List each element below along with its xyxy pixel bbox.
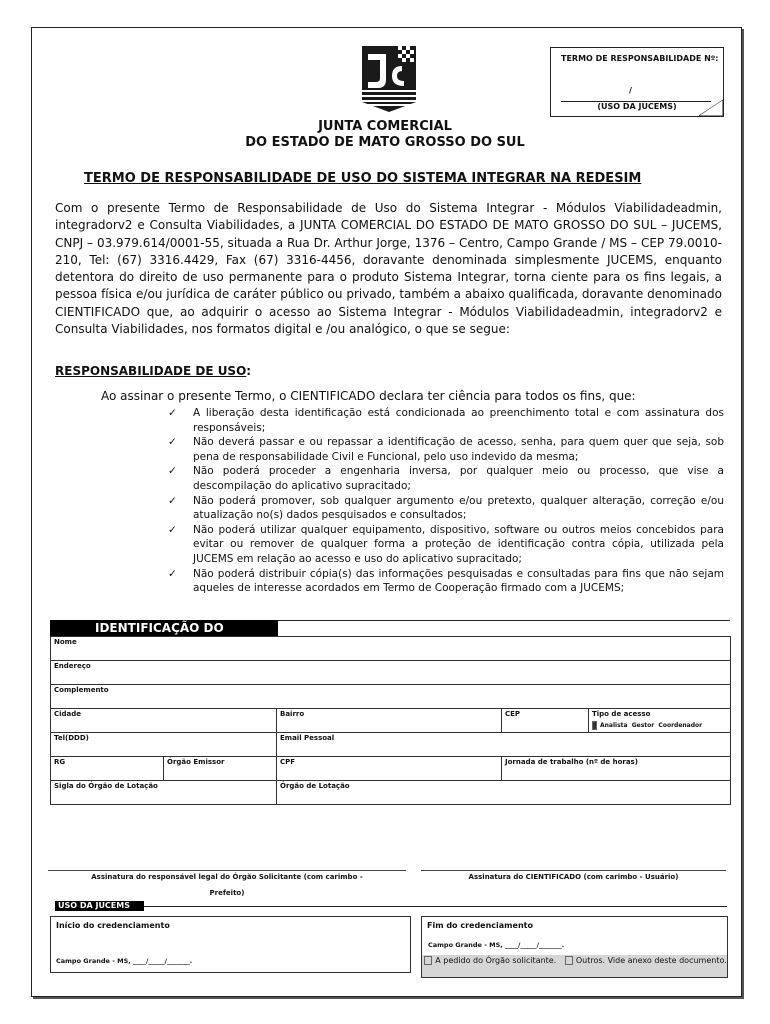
clause-list — [168, 406, 724, 596]
termo-uso-label: (USO DA JUCEMS) — [597, 102, 677, 111]
responsibility-heading-text: RESPONSABILIDADE DE USO — [55, 364, 247, 378]
lead-sentence: Ao assinar o presente Termo, o CIENTIFICADO declara ter ciência para todos os fins, que: — [101, 389, 636, 403]
bairro-field[interactable] — [277, 709, 502, 733]
check-icon: ✓ — [168, 567, 177, 580]
endereco-label: Endereço — [54, 662, 91, 670]
list-item — [168, 435, 724, 464]
responsibility-heading — [55, 364, 251, 378]
rg-label: RG — [54, 758, 66, 766]
fim-title: Fim do credenciamento — [427, 921, 533, 930]
uso-jucems-header — [55, 901, 144, 911]
document-title: TERMO DE RESPONSABILIDADE DE USO DO SISTEMA INTEGRAR NA REDESIM — [84, 171, 642, 186]
email-field[interactable] — [277, 733, 731, 757]
orgao-lotacao-field[interactable] — [277, 781, 731, 805]
inicio-credenciamento-box — [50, 916, 411, 973]
tel-label: Tel(DDD) — [54, 734, 89, 742]
cpf-label: CPF — [280, 758, 296, 766]
complemento-field[interactable] — [51, 685, 731, 709]
clause-text: Não poderá utilizar qualquer equipamento, dispositivo, software ou outros meios concebidos para evitar ou remover de qualquer forma a proteção de identificação contra cópia, utilizada pela JUCEMS em relação ao acesso e uso do aplicativo supracitado; — [193, 523, 724, 565]
uso-jucems-title: USO DA JUCEMS — [58, 901, 130, 910]
bairro-label: Bairro — [280, 710, 305, 718]
inicio-date[interactable]: Campo Grande - MS, ____/_____/_______. — [56, 957, 193, 965]
identification-header — [50, 620, 278, 636]
signature-left-caption — [48, 869, 406, 901]
checkbox-icon[interactable] — [565, 956, 573, 965]
cep-field[interactable] — [502, 709, 589, 733]
orgao-emissor-label: Órgão Emissor — [167, 758, 225, 766]
termo-number-box — [550, 47, 724, 117]
option-pedido-label: A pedido do Órgão solicitante. — [435, 956, 557, 965]
cep-label: CEP — [505, 710, 521, 718]
list-item — [168, 494, 724, 523]
checkbox-icon[interactable] — [424, 956, 432, 965]
clause-text: Não poderá proceder a engenharia inversa, por qualquer meio ou processo, que vise a descompilação do aplicativo supracitado; — [193, 465, 724, 492]
tel-field[interactable] — [51, 733, 277, 757]
cpf-field[interactable] — [277, 757, 502, 781]
fim-options — [422, 955, 727, 977]
list-item — [168, 406, 724, 435]
clause-text: Não poderá promover, sob qualquer argumento e/ou pretexto, qualquer alteração, correção e/ou atualização no(s) dados pesquisados e consultados; — [193, 494, 724, 522]
checkbox-icon[interactable] — [592, 721, 597, 730]
check-icon: ✓ — [168, 523, 177, 536]
termo-separator: / — [629, 86, 632, 95]
jucems-logo — [358, 44, 420, 114]
check-icon: ✓ — [168, 407, 177, 419]
tipo-acesso-options[interactable] — [592, 721, 727, 730]
jornada-field[interactable] — [502, 757, 731, 781]
termo-label: TERMO DE RESPONSABILIDADE Nº: — [561, 54, 719, 63]
identification-rule — [278, 620, 730, 621]
option-outros-label: Outros. Vide anexo deste documento. — [575, 956, 727, 965]
org-name-line1: JUNTA COMERCIAL — [318, 119, 452, 134]
fim-credenciamento-box — [421, 916, 728, 978]
clause-text: Não poderá distribuir cópia(s) das informações pesquisadas e consultadas para fins que não sejam aqueles de interesse acordados em Termo de Cooperação firmado com a JUCEMS; — [193, 567, 724, 595]
signature-left-line2: Prefeito) — [209, 889, 245, 897]
responsibility-heading-colon: : — [246, 364, 252, 378]
nome-field[interactable] — [51, 637, 731, 661]
endereco-field[interactable] — [51, 661, 731, 685]
list-item — [168, 523, 724, 567]
signature-right-caption: Assinatura do CIENTIFICADO (com carimbo - Usuário) — [468, 873, 679, 881]
fim-date[interactable]: Campo Grande - MS, ____/_____/_______. — [428, 941, 565, 949]
clause-text: Não deverá passar e ou repassar a identificação de acesso, senha, para quem quer que seja, sob pena de responsabilidade Civil e Funcional, pelo uso indevido da mesma; — [193, 436, 724, 463]
cidade-field[interactable] — [51, 709, 277, 733]
email-label: Email Pessoal — [280, 734, 335, 742]
identification-form — [50, 636, 731, 805]
check-icon: ✓ — [168, 494, 177, 507]
intro-paragraph: Com o presente Termo de Responsabilidade de Uso do Sistema Integrar - Módulos Viabilidadeadmin, integradorv2 e Consulta Viabilidades, a JUNTA COMERCIAL DO ESTADO DE MATO GROSSO DO SUL – JUCEMS, CNPJ – 03.979.614/0001-55, situada a Rua Dr. Arthur Jorge, 1376 – Centro, Campo Grande / MS – CEP 79.0010-210, Tel: (67) 3316.4429, Fax (67) 3316-4456, doravante denominada simplesmente JUCEMS, enquanto detentora do direito de uso permanente para o produto Sistema Integrar, torna ciente para os fins legais, a pessoa física e/ou jurídica de caráter público ou privado, também a abaixo qualificada, doravante denominado CIENTIFICADO que, ao adquirir o acesso ao Sistema Integrar - Módulos Viabilidadeadmin, integradorv2 e Consulta Viabilidades, nos formatos digital e /ou analógico, o que se segue: — [55, 201, 722, 337]
org-name-line2: DO ESTADO DE MATO GROSSO DO SUL — [245, 135, 525, 150]
cidade-label: Cidade — [54, 710, 82, 718]
sigla-orgao-field[interactable] — [51, 781, 277, 805]
orgao-lotacao-label: Órgão de Lotação — [280, 782, 350, 790]
check-icon: ✓ — [168, 436, 177, 449]
rg-field[interactable] — [51, 757, 164, 781]
tipo-acesso-field[interactable] — [589, 709, 731, 733]
list-item — [168, 567, 724, 596]
sigla-orgao-label: Sigla do Órgão de Lotação — [54, 782, 158, 790]
uso-jucems-rule — [144, 906, 727, 907]
clause-text: A liberação desta identificação está condicionada ao preenchimento total e com assinatura dos responsáveis; — [193, 407, 724, 434]
nome-label: Nome — [54, 638, 77, 646]
signature-left-line1: Assinatura do responsável legal do Órgão Solicitante (com carimbo - — [91, 873, 363, 881]
check-icon: ✓ — [168, 465, 177, 478]
identification-title: IDENTIFICAÇÃO DO — [95, 621, 224, 635]
folded-corner-icon — [699, 98, 725, 118]
tipo-acesso-label: Tipo de acesso — [592, 710, 651, 718]
orgao-emissor-field[interactable] — [164, 757, 277, 781]
inicio-title: Início do credenciamento — [56, 921, 170, 930]
tipo-acesso-options-text: Analista Gestor Coordenador — [600, 722, 703, 729]
list-item — [168, 464, 724, 493]
complemento-label: Complemento — [54, 686, 109, 694]
jornada-label: Jornada de trabalho (nº de horas) — [505, 758, 638, 766]
